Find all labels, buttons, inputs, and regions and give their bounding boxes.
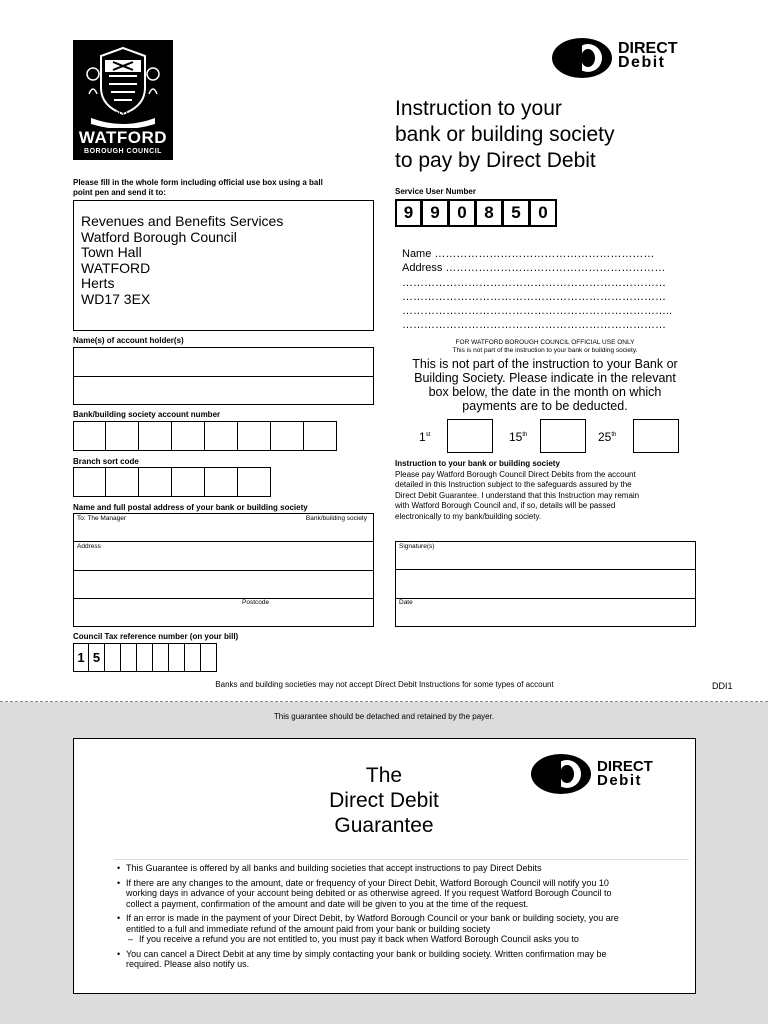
sun-label: Service User Number	[395, 187, 476, 196]
guarantee-box	[73, 738, 696, 994]
official-body-line: Building Society. Please indicate in the relevant	[414, 371, 676, 385]
ct-digit[interactable]	[137, 643, 153, 672]
digit-cell[interactable]	[106, 467, 139, 497]
digit-cell[interactable]	[73, 421, 106, 451]
guarantee-title	[274, 763, 494, 838]
official-use-section	[395, 339, 695, 413]
direct-debit-mark-icon	[529, 752, 593, 796]
signature-box[interactable]	[395, 541, 696, 627]
sun-digit: 9	[422, 199, 449, 227]
sun-digit: 0	[449, 199, 476, 227]
guarantee-bullet: • This Guarantee is offered by all banks and building societies that accept instructions to pay Direct Debits	[117, 863, 542, 873]
official-body-line: This is not part of the instruction to your Bank or	[412, 357, 678, 371]
guarantee-title-line: The	[365, 764, 403, 787]
digit-cell[interactable]	[205, 421, 238, 451]
address-line: Town Hall	[81, 244, 142, 260]
intro-line-1: Please fill in the whole form including official use box using a ball	[73, 178, 323, 187]
council-name: WATFORD	[78, 128, 168, 147]
ct-digit: 5	[89, 643, 105, 672]
account-number-field[interactable]	[73, 421, 337, 451]
digit-cell[interactable]	[172, 421, 205, 451]
dd-logo-line1: DIRECT	[597, 758, 653, 775]
signature-label: Signature(s)	[399, 543, 435, 550]
ct-digit[interactable]	[105, 643, 121, 672]
date-label: Date	[399, 599, 413, 606]
to-manager-label: To: The Manager	[77, 515, 127, 522]
council-motto: AUDENTIOR	[95, 112, 140, 118]
address-line-field[interactable]: ………………………………………………………………..	[402, 305, 673, 318]
direct-debit-logo-small	[529, 752, 679, 796]
official-header: FOR WATFORD BOROUGH COUNCIL OFFICIAL USE ONLY	[455, 339, 635, 346]
bank-address-label: Name and full postal address of your bank or building society	[73, 503, 308, 512]
direct-debit-logo	[550, 36, 700, 80]
address-line-field[interactable]: ………………………………………………………………	[402, 276, 666, 289]
page-title	[395, 96, 614, 174]
instruction-line: with Watford Borough Council and, if so, details will be passed	[395, 501, 616, 510]
detach-line	[0, 701, 768, 702]
instruction-line: detailed in this Instruction subject to the safeguards assured by the	[395, 480, 632, 489]
digit-cell[interactable]	[73, 467, 106, 497]
date-box-25th[interactable]	[633, 419, 679, 453]
address-line: Herts	[81, 275, 115, 291]
name-address-fields[interactable]	[402, 247, 684, 333]
dd-logo-line2: Debit	[597, 772, 642, 789]
digit-cell[interactable]	[106, 421, 139, 451]
digit-cell[interactable]	[139, 467, 172, 497]
ct-digit: 1	[73, 643, 89, 672]
date-box-15th[interactable]	[540, 419, 586, 453]
instruction-heading: Instruction to your bank or building society	[395, 459, 560, 468]
account-holders-label: Name(s) of account holder(s)	[73, 336, 184, 345]
digit-cell[interactable]	[139, 421, 172, 451]
dd-logo-line1: DIRECT	[618, 40, 678, 57]
sun-digit: 8	[476, 199, 503, 227]
guarantee-bullets	[74, 863, 695, 974]
watford-council-logo	[73, 40, 173, 160]
digit-cell[interactable]	[238, 421, 271, 451]
address-label: Address	[77, 543, 101, 550]
bank-address-field[interactable]	[73, 513, 374, 627]
date-label-25: 25th	[598, 430, 617, 444]
name-line[interactable]: Name ……………………………………………………	[402, 248, 655, 260]
instruction-line: Direct Debit Guarantee. I understand that this Instruction may remain	[395, 490, 640, 500]
bank-bs-label: Bank/building society	[305, 515, 367, 522]
service-user-number	[395, 199, 557, 227]
direct-debit-mark-icon	[550, 36, 614, 80]
ct-digit[interactable]	[121, 643, 137, 672]
title-line-2: bank or building society	[395, 123, 615, 146]
title-line-1: Instruction to your	[395, 97, 562, 120]
official-sub: This is not part of the instruction to your bank or building society.	[452, 347, 638, 354]
guarantee-bullet: • If there are any changes to the amount, date or frequency of your Direct Debit, Watford Borough Council will notify you 10 working days in advance of your account being debited or as otherwise agreed. If you request Watford Borough Council to collect a payment, confirmation of the amount and date will be given to you at the time of the request.	[117, 877, 612, 909]
return-address-box	[73, 200, 374, 331]
intro-text	[73, 178, 373, 198]
dd-logo-line2: Debit	[618, 54, 666, 71]
sun-digit: 5	[503, 199, 530, 227]
address-line: WD17 3EX	[81, 290, 151, 307]
sort-code-label: Branch sort code	[73, 457, 139, 466]
date-label-15: 15th	[509, 430, 528, 444]
ct-digit[interactable]	[185, 643, 201, 672]
address-line: Revenues and Benefits Services	[81, 213, 284, 229]
date-box-1st[interactable]	[447, 419, 493, 453]
title-line-3: to pay by Direct Debit	[395, 149, 596, 172]
digit-cell[interactable]	[238, 467, 271, 497]
digit-cell[interactable]	[304, 421, 337, 451]
form-code: DDI1	[712, 681, 733, 691]
sun-digit: 9	[395, 199, 422, 227]
address-line: Watford Borough Council	[81, 228, 237, 245]
guarantee-bullet: • You can cancel a Direct Debit at any time by simply contacting your bank or building society. Written confirmation may be required. Please also notify us.	[117, 948, 607, 969]
instruction-line: Please pay Watford Borough Council Direct Debits from the account	[395, 469, 636, 479]
council-tax-field[interactable]	[73, 643, 217, 672]
address-line: WATFORD	[81, 259, 151, 276]
footer-note: Banks and building societies may not accept Direct Debit Instructions for some types of account	[215, 680, 554, 689]
digit-cell[interactable]	[172, 467, 205, 497]
official-body-line: box below, the date in the month on which	[428, 385, 662, 399]
instruction-line: electronically to my bank/building society.	[395, 511, 542, 521]
council-tax-label: Council Tax reference number (on your bill)	[73, 632, 239, 641]
ct-digit[interactable]	[153, 643, 169, 672]
guarantee-title-line: Direct Debit	[329, 789, 439, 812]
postcode-label: Postcode	[242, 599, 270, 606]
instruction-section	[395, 459, 695, 522]
ct-digit[interactable]	[201, 643, 217, 672]
detach-note: This guarantee should be detached and retained by the payer.	[273, 712, 495, 721]
address-line-field[interactable]: Address ……………………………………………………	[402, 262, 666, 275]
address-line-field[interactable]: ………………………………………………………………	[402, 290, 666, 303]
intro-line-2: point pen and send it to:	[73, 188, 166, 197]
digit-cell[interactable]	[271, 421, 304, 451]
account-number-label: Bank/building society account number	[73, 410, 221, 419]
guarantee-bullet: • If an error is made in the payment of your Direct Debit, by Watford Borough Council or your bank or building society, you are entitled to a full and immediate refund of the amount paid from your bank or building society – If you receive a refund you are not entitled to, you must pay it back when Watford Borough Council asks you to	[117, 913, 619, 944]
address-line-field[interactable]: ………………………………………………………………	[402, 319, 666, 332]
sort-code-field[interactable]	[73, 467, 271, 497]
ct-digit[interactable]	[169, 643, 185, 672]
council-sub: BOROUGH COUNCIL	[84, 148, 162, 155]
sun-digit: 0	[530, 199, 557, 227]
digit-cell[interactable]	[205, 467, 238, 497]
date-label-1: 1st	[419, 430, 431, 444]
guarantee-title-line: Guarantee	[334, 814, 434, 837]
account-holders-field[interactable]	[73, 347, 374, 405]
official-body-line: payments are to be deducted.	[462, 399, 628, 413]
